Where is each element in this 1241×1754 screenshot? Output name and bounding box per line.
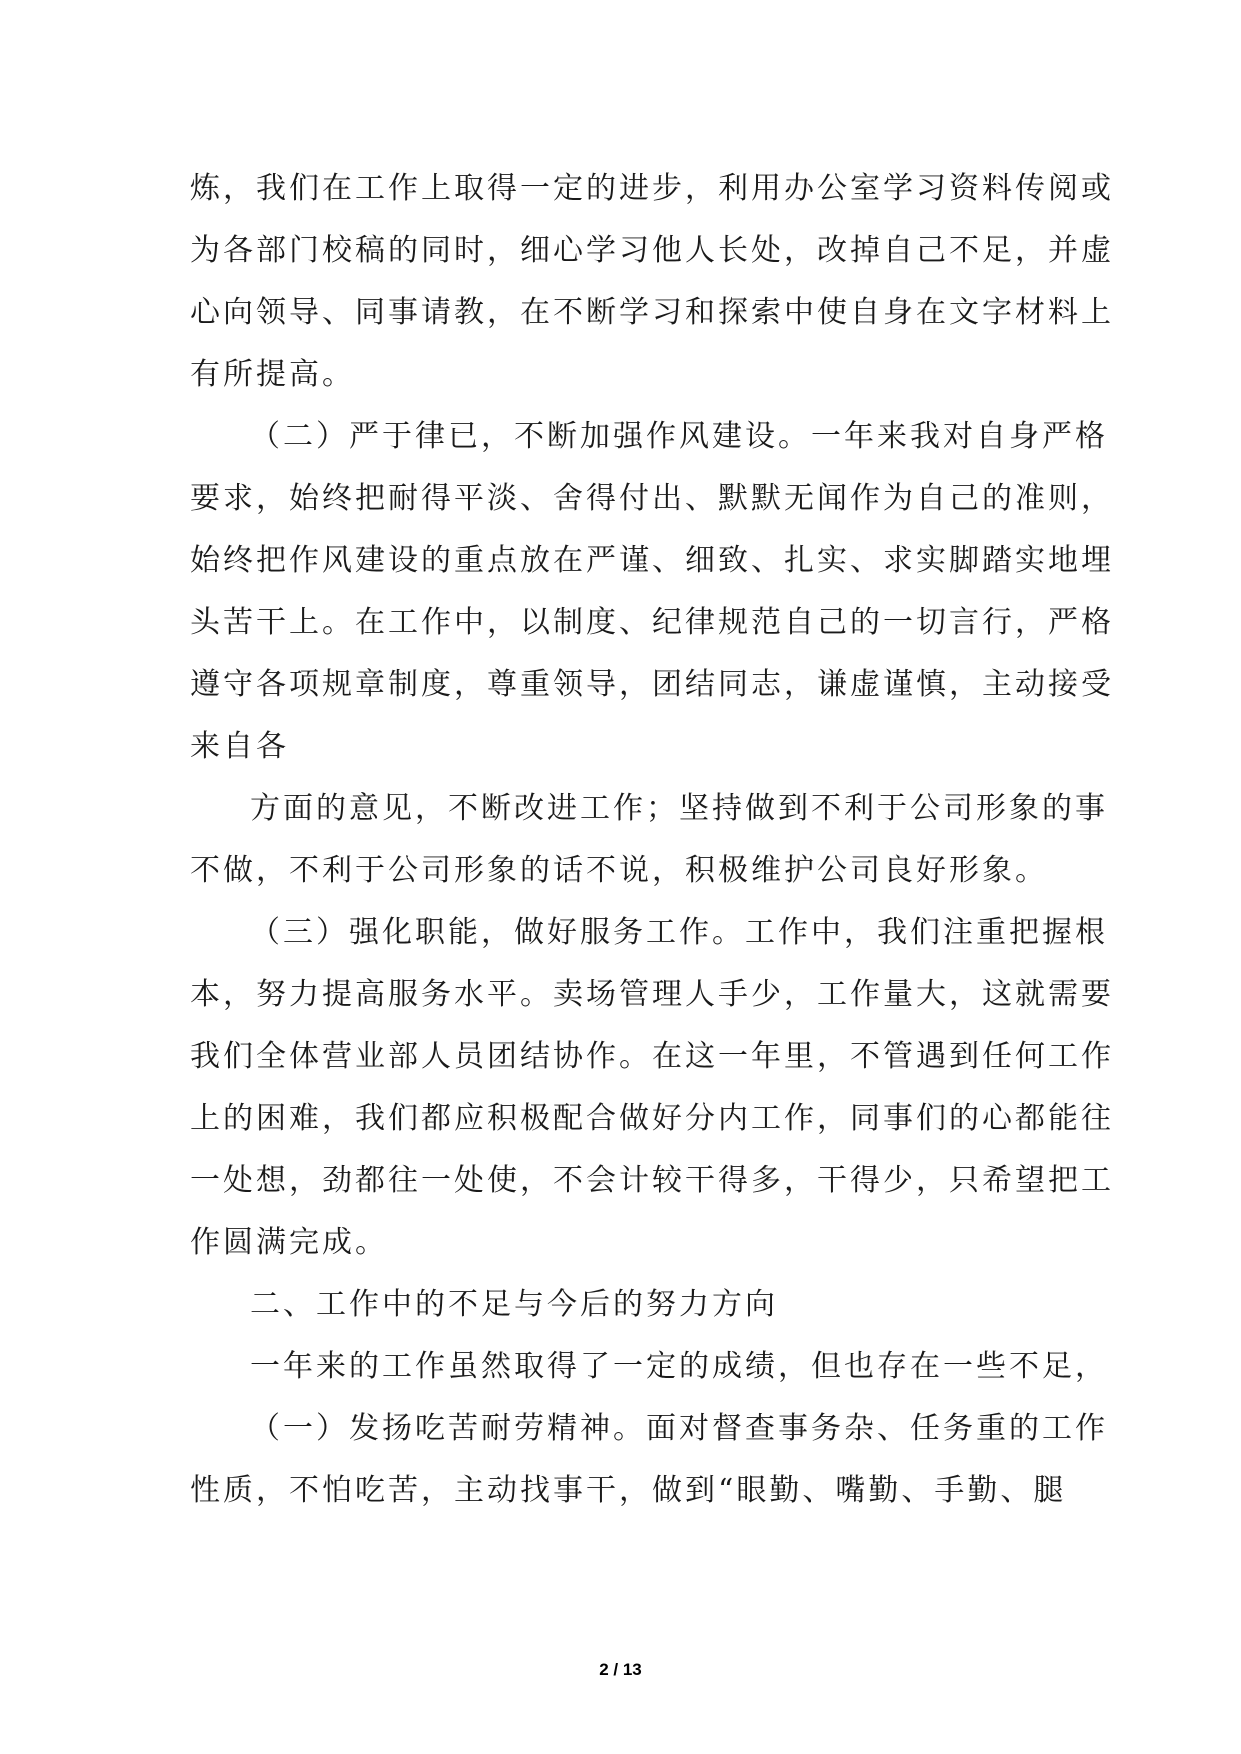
text-line: 心向领导、同事请教，在不断学习和探索中使自身在文字材料上	[190, 295, 1114, 330]
text-line: 一处想，劲都往一处使，不会计较干得多，干得少，只希望把工	[190, 1163, 1114, 1198]
text-line: （二）严于律已，不断加强作风建设。一年来我对自身严格	[250, 419, 1108, 454]
text-line: 头苦干上。在工作中，以制度、纪律规范自己的一切言行，严格	[190, 605, 1114, 640]
text-line: 始终把作风建设的重点放在严谨、细致、扎实、求实脚踏实地埋	[190, 543, 1114, 578]
text-line: 一年来的工作虽然取得了一定的成绩，但也存在一些不足，	[250, 1349, 1108, 1384]
text-line: 作圆满完成。	[190, 1225, 388, 1260]
page-number: 2 / 13	[599, 1660, 642, 1679]
text-line: （一）发扬吃苦耐劳精神。面对督查事务杂、任务重的工作	[250, 1411, 1108, 1446]
text-line: （三）强化职能，做好服务工作。工作中，我们注重把握根	[250, 915, 1108, 950]
text-line: 来自各	[190, 729, 289, 764]
text-line: 有所提高。	[190, 357, 355, 392]
text-line: 我们全体营业部人员团结协作。在这一年里，不管遇到任何工作	[190, 1039, 1114, 1074]
text-line: 上的困难，我们都应积极配合做好分内工作，同事们的心都能往	[190, 1101, 1114, 1136]
text-line: 要求，始终把耐得平淡、舍得付出、默默无闻作为自己的准则，	[190, 481, 1114, 516]
text-line: 遵守各项规章制度，尊重领导，团结同志，谦虚谨慎，主动接受	[190, 667, 1114, 702]
text-line: 二、工作中的不足与今后的努力方向	[250, 1287, 778, 1322]
text-line: 为各部门校稿的同时，细心学习他人长处，改掉自己不足，并虚	[190, 233, 1114, 268]
text-line: 不做，不利于公司形象的话不说，积极维护公司良好形象。	[190, 853, 1048, 888]
body-text	[190, 158, 1114, 1522]
text-line: 本，努力提高服务水平。卖场管理人手少，工作量大，这就需要	[190, 977, 1114, 1012]
text-line: 方面的意见，不断改进工作；坚持做到不利于公司形象的事	[250, 791, 1108, 826]
text-line: 性质，不怕吃苦，主动找事干，做到“眼勤、嘴勤、手勤、腿	[190, 1473, 1067, 1508]
text-line: 炼，我们在工作上取得一定的进步，利用办公室学习资料传阅或	[190, 171, 1114, 206]
